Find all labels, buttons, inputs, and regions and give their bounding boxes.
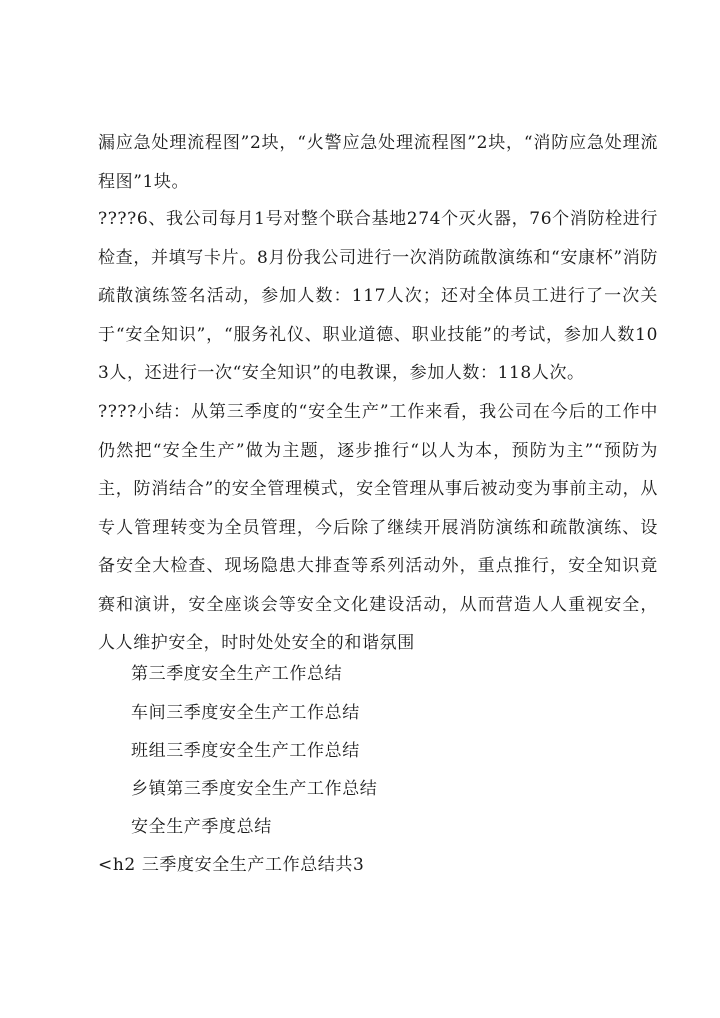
paragraph-fire-equipment-check: ????6、我公司每月1号对整个联合基地274个灭火器，76个消防栓进行检查，并填写卡片。8月份我公司进行一次消防疏散演练和“安康杯”消防疏散演练签名活动，参加人数：117人次；还对全体员工进行了一次关于“安全知识”，“服务礼仪、职业道德、职业技能”的考试，参加人数103人，还进行一次“安全知识”的电教课，参加人数：118人次。: [98, 209, 658, 383]
related-link-workshop-q3-summary[interactable]: 车间三季度安全生产工作总结: [131, 703, 360, 723]
related-link-township-q3-summary[interactable]: 乡镇第三季度安全生产工作总结: [131, 779, 378, 799]
related-link-q3-safety-summary[interactable]: 第三季度安全生产工作总结: [131, 664, 343, 684]
trailing-heading-fragment: <h2 三季度安全生产工作总结共3: [98, 855, 365, 875]
paragraph-summary: ????小结：从第三季度的“安全生产”工作来看，我公司在今后的工作中仍然把“安全生产”做为主题，逐步推行“以人为本，预防为主”“预防为主，防消结合”的安全管理模式，安全管理从事后被动变为事前主动，从专人管理转变为全员管理，今后除了继续开展消防演练和疏散演练、设备安全大检查、现场隐患大排查等系列活动外，重点推行，安全知识竟赛和演讲，安全座谈会等安全文化建设活动，从而营造人人重视安全，人人维护安全，时时处处安全的和谐氛围: [98, 402, 658, 653]
related-link-team-q3-summary[interactable]: 班组三季度安全生产工作总结: [131, 741, 360, 761]
related-link-quarterly-safety-summary[interactable]: 安全生产季度总结: [131, 817, 272, 837]
paragraph-continued: 漏应急处理流程图”2块，“火警应急处理流程图”2块，“消防应急处理流程图”1块。: [98, 133, 658, 192]
